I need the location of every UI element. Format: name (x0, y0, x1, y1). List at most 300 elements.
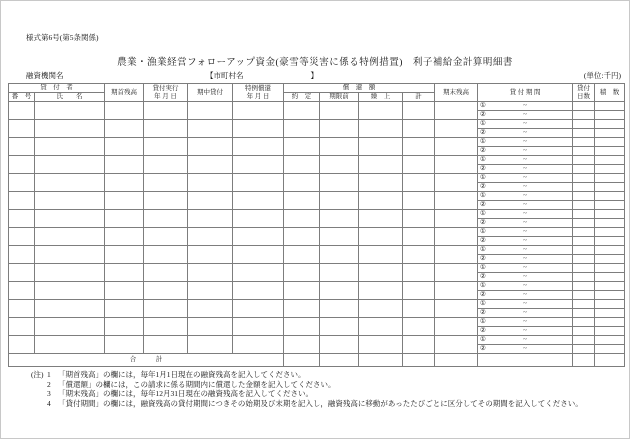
empty-cell (188, 318, 233, 336)
empty-cell (105, 264, 144, 282)
empty-cell (188, 210, 233, 228)
empty-cell (595, 273, 625, 282)
empty-cell (573, 192, 595, 201)
header-loan-period: 貸 付 期 間 (478, 84, 573, 102)
empty-cell (188, 156, 233, 174)
empty-cell (573, 246, 595, 255)
empty-cell (359, 228, 403, 246)
empty-cell (105, 228, 144, 246)
empty-cell (573, 255, 595, 264)
empty-cell (573, 138, 595, 147)
empty-cell (188, 192, 233, 210)
empty-cell (320, 138, 359, 156)
empty-cell (595, 309, 625, 318)
empty-cell (403, 264, 435, 282)
empty-cell (144, 138, 188, 156)
loan-period-cell (478, 300, 573, 309)
period-tilde: ~ (523, 282, 527, 289)
empty-cell (144, 192, 188, 210)
empty-cell (144, 174, 188, 192)
period-tilde: ~ (523, 201, 527, 208)
empty-cell (9, 138, 35, 156)
empty-cell (320, 120, 359, 138)
empty-cell (573, 237, 595, 246)
empty-cell (435, 138, 478, 156)
period-tilde: ~ (523, 210, 527, 217)
empty-cell (188, 264, 233, 282)
empty-cell (284, 102, 320, 120)
period-marker: ① (480, 264, 486, 271)
period-marker: ② (480, 219, 486, 226)
empty-cell (403, 318, 435, 336)
empty-cell (595, 300, 625, 309)
period-tilde: ~ (523, 174, 527, 181)
total-closing-balance-cell (435, 354, 478, 367)
loan-period-cell (478, 237, 573, 246)
empty-cell (573, 120, 595, 129)
loan-period-cell (478, 183, 573, 192)
loan-period-cell (478, 201, 573, 210)
loan-period-cell (478, 318, 573, 327)
period-marker: ① (480, 156, 486, 163)
empty-cell (144, 210, 188, 228)
period-marker: ① (480, 192, 486, 199)
empty-cell (573, 147, 595, 156)
empty-cell (105, 282, 144, 300)
loan-period-cell (478, 156, 573, 165)
loan-period-cell (478, 264, 573, 273)
header-special-repayment-date: 特例償還 年 月 日 (233, 84, 284, 102)
empty-cell (320, 192, 359, 210)
empty-cell (435, 300, 478, 318)
loan-period-cell (478, 282, 573, 291)
empty-cell (573, 129, 595, 138)
empty-cell (403, 210, 435, 228)
table-row (9, 102, 625, 111)
table-row (9, 120, 625, 129)
empty-cell (9, 120, 35, 138)
empty-cell (320, 156, 359, 174)
empty-cell (9, 210, 35, 228)
empty-cell (35, 336, 105, 354)
header-closing-balance: 期末残高 (435, 84, 478, 102)
empty-cell (233, 156, 284, 174)
period-tilde: ~ (523, 237, 527, 244)
table-row (9, 336, 625, 345)
empty-cell (284, 138, 320, 156)
note-line: 3 「期末残高」の欄には，毎年12月31日現在の融資残高を記入してください。 (47, 389, 313, 398)
table-row (9, 138, 625, 147)
loan-period-cell (478, 327, 573, 336)
period-marker: ② (480, 129, 486, 136)
empty-cell (320, 282, 359, 300)
municipality-field (206, 70, 318, 81)
loan-period-cell (478, 219, 573, 228)
empty-cell (144, 264, 188, 282)
note-line: (注) 1 「期首残高」の欄には，毎年1月1日現在の融資残高を記入してください。 (31, 370, 306, 379)
empty-cell (284, 228, 320, 246)
empty-cell (35, 282, 105, 300)
empty-cell (595, 345, 625, 354)
empty-cell (35, 102, 105, 120)
empty-cell (188, 174, 233, 192)
empty-cell (35, 210, 105, 228)
empty-cell (35, 138, 105, 156)
empty-cell (144, 336, 188, 354)
empty-cell (435, 120, 478, 138)
meta-row (1, 70, 629, 81)
empty-cell (435, 264, 478, 282)
period-tilde: ~ (523, 255, 527, 262)
empty-cell (9, 282, 35, 300)
period-marker: ① (480, 282, 486, 289)
period-marker: ② (480, 327, 486, 334)
empty-cell (595, 219, 625, 228)
empty-cell (105, 210, 144, 228)
table-row (9, 246, 625, 255)
empty-cell (359, 156, 403, 174)
empty-cell (233, 264, 284, 282)
empty-cell (359, 210, 403, 228)
empty-cell (284, 120, 320, 138)
municipality-close-bracket: 】 (310, 71, 318, 80)
empty-cell (35, 174, 105, 192)
empty-cell (233, 174, 284, 192)
table-row (9, 300, 625, 309)
loan-period-cell (478, 345, 573, 354)
empty-cell (188, 282, 233, 300)
loan-period-cell (478, 174, 573, 183)
empty-cell (403, 138, 435, 156)
empty-cell (595, 183, 625, 192)
empty-cell (435, 156, 478, 174)
period-marker: ② (480, 255, 486, 262)
empty-cell (573, 336, 595, 345)
table-row (9, 228, 625, 237)
empty-cell (233, 282, 284, 300)
empty-cell (573, 327, 595, 336)
header-before-due: 期限前 (320, 93, 359, 102)
loan-period-cell (478, 138, 573, 147)
empty-cell (435, 102, 478, 120)
empty-cell (573, 102, 595, 111)
empty-cell (233, 336, 284, 354)
empty-cell (9, 264, 35, 282)
header-loan-execution-date: 貸付実行 年 月 日 (144, 84, 188, 102)
empty-cell (35, 318, 105, 336)
period-marker: ① (480, 336, 486, 343)
empty-cell (105, 300, 144, 318)
empty-cell (595, 336, 625, 345)
period-marker: ② (480, 273, 486, 280)
empty-cell (320, 102, 359, 120)
period-tilde: ~ (523, 264, 527, 271)
empty-cell (284, 192, 320, 210)
empty-cell (435, 246, 478, 264)
empty-cell (573, 264, 595, 273)
empty-cell (233, 318, 284, 336)
empty-cell (144, 318, 188, 336)
empty-cell (188, 300, 233, 318)
total-before-due-cell (320, 354, 359, 367)
period-marker: ① (480, 246, 486, 253)
period-marker: ② (480, 183, 486, 190)
empty-cell (284, 210, 320, 228)
empty-cell (105, 102, 144, 120)
empty-cell (573, 345, 595, 354)
period-marker: ① (480, 228, 486, 235)
empty-cell (188, 336, 233, 354)
empty-cell (284, 264, 320, 282)
empty-cell (573, 318, 595, 327)
period-marker: ② (480, 345, 486, 352)
empty-cell (233, 246, 284, 264)
empty-cell (359, 138, 403, 156)
header-early-repayment: 繰 上 (359, 93, 403, 102)
empty-cell (595, 174, 625, 183)
header-name: 氏 名 (35, 93, 105, 102)
period-tilde: ~ (523, 111, 527, 118)
period-marker: ② (480, 201, 486, 208)
empty-cell (9, 102, 35, 120)
empty-cell (144, 102, 188, 120)
period-tilde: ~ (523, 102, 527, 109)
total-loan-days-cell (573, 354, 595, 367)
empty-cell (284, 300, 320, 318)
header-subtotal: 計 (403, 93, 435, 102)
empty-cell (595, 210, 625, 219)
empty-cell (573, 228, 595, 237)
empty-cell (595, 264, 625, 273)
empty-cell (35, 192, 105, 210)
empty-cell (320, 264, 359, 282)
period-marker: ① (480, 300, 486, 307)
loan-period-cell (478, 129, 573, 138)
empty-cell (403, 246, 435, 264)
empty-cell (403, 120, 435, 138)
loan-period-cell (478, 273, 573, 282)
loan-period-cell (478, 291, 573, 300)
empty-cell (359, 174, 403, 192)
empty-cell (435, 318, 478, 336)
total-contractual-cell (284, 354, 320, 367)
empty-cell (320, 336, 359, 354)
header-repayment-group: 償 還 額 (284, 84, 435, 93)
empty-cell (573, 156, 595, 165)
empty-cell (144, 156, 188, 174)
period-marker: ① (480, 318, 486, 325)
empty-cell (188, 138, 233, 156)
empty-cell (595, 120, 625, 129)
footnotes (31, 370, 583, 408)
empty-cell (284, 318, 320, 336)
unit-label: (単位:千円) (583, 71, 621, 80)
period-marker: ② (480, 165, 486, 172)
empty-cell (35, 300, 105, 318)
header-opening-balance: 期首残高 (105, 84, 144, 102)
empty-cell (573, 300, 595, 309)
period-tilde: ~ (523, 147, 527, 154)
empty-cell (233, 300, 284, 318)
period-tilde: ~ (523, 138, 527, 145)
empty-cell (573, 282, 595, 291)
empty-cell (595, 255, 625, 264)
table-row (9, 210, 625, 219)
empty-cell (284, 174, 320, 192)
empty-cell (595, 102, 625, 111)
empty-cell (105, 174, 144, 192)
empty-cell (9, 174, 35, 192)
period-marker: ② (480, 147, 486, 154)
period-tilde: ~ (523, 228, 527, 235)
loan-period-cell (478, 111, 573, 120)
empty-cell (105, 120, 144, 138)
period-tilde: ~ (523, 336, 527, 343)
loan-period-cell (478, 102, 573, 111)
empty-cell (144, 300, 188, 318)
period-marker: ② (480, 237, 486, 244)
empty-cell (573, 291, 595, 300)
empty-cell (403, 282, 435, 300)
header-midterm-loan: 期中貸付 (188, 84, 233, 102)
empty-cell (435, 192, 478, 210)
period-tilde: ~ (523, 309, 527, 316)
empty-cell (105, 192, 144, 210)
empty-cell (284, 156, 320, 174)
period-marker: ② (480, 309, 486, 316)
empty-cell (435, 336, 478, 354)
header-number: 番 号 (9, 93, 35, 102)
empty-cell (105, 318, 144, 336)
table-row (9, 174, 625, 183)
empty-cell (595, 138, 625, 147)
total-loan-period-cell (478, 354, 573, 367)
empty-cell (359, 264, 403, 282)
empty-cell (359, 192, 403, 210)
period-tilde: ~ (523, 300, 527, 307)
loan-period-cell (478, 192, 573, 201)
empty-cell (35, 264, 105, 282)
empty-cell (573, 183, 595, 192)
empty-cell (595, 327, 625, 336)
form-number: 様式第6号(第5条関係) (26, 33, 99, 42)
empty-cell (595, 111, 625, 120)
empty-cell (144, 120, 188, 138)
empty-cell (188, 228, 233, 246)
empty-cell (320, 210, 359, 228)
period-tilde: ~ (523, 327, 527, 334)
empty-cell (595, 228, 625, 237)
empty-cell (188, 120, 233, 138)
empty-cell (435, 282, 478, 300)
period-marker: ① (480, 210, 486, 217)
empty-cell (359, 318, 403, 336)
period-tilde: ~ (523, 273, 527, 280)
empty-cell (233, 210, 284, 228)
total-row (9, 354, 625, 367)
empty-cell (359, 246, 403, 264)
empty-cell (9, 156, 35, 174)
empty-cell (144, 228, 188, 246)
empty-cell (188, 102, 233, 120)
empty-cell (233, 192, 284, 210)
empty-cell (435, 210, 478, 228)
empty-cell (320, 246, 359, 264)
period-tilde: ~ (523, 291, 527, 298)
period-marker: ② (480, 291, 486, 298)
empty-cell (595, 237, 625, 246)
empty-cell (9, 192, 35, 210)
table-row (9, 282, 625, 291)
empty-cell (144, 282, 188, 300)
empty-cell (105, 246, 144, 264)
loan-period-cell (478, 228, 573, 237)
period-marker: ① (480, 174, 486, 181)
empty-cell (105, 336, 144, 354)
empty-cell (359, 300, 403, 318)
loan-period-cell (478, 246, 573, 255)
empty-cell (595, 147, 625, 156)
empty-cell (35, 156, 105, 174)
empty-cell (233, 102, 284, 120)
empty-cell (403, 228, 435, 246)
empty-cell (320, 318, 359, 336)
empty-cell (573, 309, 595, 318)
table-header (9, 84, 625, 102)
table-row (9, 318, 625, 327)
header-product-number: 積 数 (595, 84, 625, 102)
empty-cell (573, 111, 595, 120)
empty-cell (573, 210, 595, 219)
empty-cell (9, 246, 35, 264)
period-tilde: ~ (523, 165, 527, 172)
empty-cell (9, 318, 35, 336)
empty-cell (233, 120, 284, 138)
page-title: 農業・漁業経営フォローアップ資金(豪雪等災害に係る特例措置) 利子補給金計算明細書 (117, 58, 513, 68)
empty-cell (35, 120, 105, 138)
empty-cell (284, 246, 320, 264)
empty-cell (233, 138, 284, 156)
period-marker: ① (480, 102, 486, 109)
empty-cell (105, 138, 144, 156)
empty-cell (359, 336, 403, 354)
period-tilde: ~ (523, 246, 527, 253)
municipality-open-bracket: 【市町村名 (206, 71, 244, 80)
period-marker: ② (480, 111, 486, 118)
form-table (8, 83, 625, 367)
empty-cell (595, 165, 625, 174)
loan-period-cell (478, 120, 573, 129)
empty-cell (573, 273, 595, 282)
empty-cell (359, 120, 403, 138)
empty-cell (320, 300, 359, 318)
empty-cell (359, 282, 403, 300)
period-tilde: ~ (523, 192, 527, 199)
empty-cell (9, 228, 35, 246)
table-row (9, 192, 625, 201)
period-tilde: ~ (523, 219, 527, 226)
period-marker: ① (480, 138, 486, 145)
loan-period-cell (478, 336, 573, 345)
empty-cell (435, 228, 478, 246)
header-loan-days: 貸付 日数 (573, 84, 595, 102)
loan-period-cell (478, 210, 573, 219)
empty-cell (320, 174, 359, 192)
table-row (9, 156, 625, 165)
empty-cell (9, 336, 35, 354)
empty-cell (403, 336, 435, 354)
loan-period-cell (478, 309, 573, 318)
